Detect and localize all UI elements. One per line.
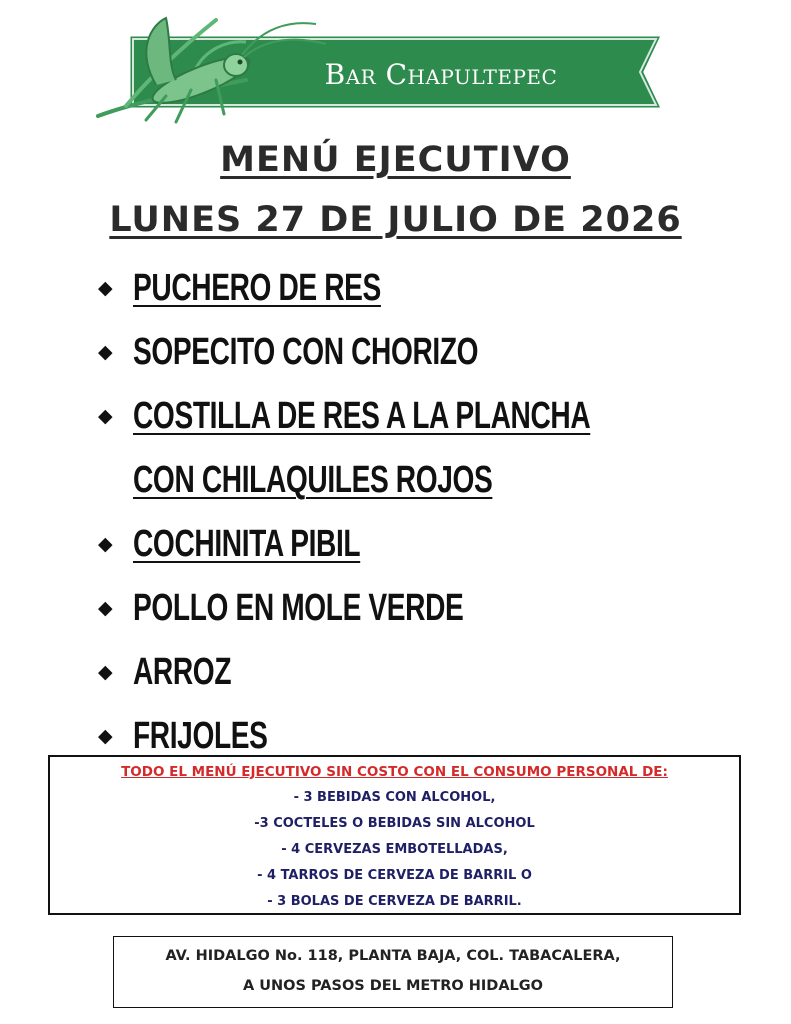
- promo-lines: [50, 785, 739, 915]
- dish-item: [96, 640, 751, 704]
- promo-line: -3 COCTELES O BEBIDAS SIN ALCOHOL: [254, 816, 535, 831]
- dish-name: CON CHILAQUILES ROJOS: [133, 459, 493, 501]
- menu-title: MENÚ EJECUTIVO: [220, 140, 571, 180]
- address-line-2: A UNOS PASOS DEL METRO HIDALGO: [242, 978, 544, 994]
- promo-line: - 4 TARROS DE CERVEZA DE BARRIL O: [257, 868, 532, 883]
- dish-item: [96, 448, 751, 512]
- dish-name: FRIJOLES: [133, 715, 268, 757]
- dish-item: [96, 512, 751, 576]
- diamond-bullet-icon: ◆: [98, 277, 113, 299]
- dish-list: [96, 256, 751, 768]
- address-line-1: AV. HIDALGO No. 118, PLANTA BAJA, COL. TABACALERA,: [165, 948, 621, 964]
- promo-line: - 3 BEBIDAS CON ALCOHOL,: [293, 790, 496, 805]
- dish-name: POLLO EN MOLE VERDE: [133, 587, 464, 629]
- diamond-bullet-icon: ◆: [98, 405, 113, 427]
- diamond-bullet-icon: ◆: [98, 341, 113, 363]
- promo-line: - 3 BOLAS DE CERVEZA DE BARRIL.: [267, 894, 522, 909]
- dish-name: PUCHERO DE RES: [133, 267, 381, 309]
- promo-box: [48, 755, 741, 915]
- bar-chapultepec-logo-banner: [96, 10, 666, 130]
- diamond-bullet-icon: ◆: [98, 661, 113, 683]
- dish-item: [96, 256, 751, 320]
- dish-name: SOPECITO CON CHORIZO: [133, 331, 479, 373]
- dish-name: COSTILLA DE RES A LA PLANCHA: [133, 395, 591, 437]
- dish-item: [96, 576, 751, 640]
- dish-name: COCHINITA PIBIL: [133, 523, 361, 565]
- diamond-bullet-icon: ◆: [98, 725, 113, 747]
- diamond-bullet-icon: ◆: [98, 597, 113, 619]
- address-box: [113, 936, 673, 1008]
- brand-name: Bar Chapultepec: [324, 58, 558, 91]
- dish-item: [96, 384, 751, 448]
- diamond-bullet-icon: ◆: [98, 533, 113, 555]
- promo-heading: TODO EL MENÚ EJECUTIVO SIN COSTO CON EL CONSUMO PERSONAL DE:: [121, 764, 668, 780]
- dish-name: ARROZ: [133, 651, 232, 693]
- menu-date: LUNES 27 DE JULIO DE 2026: [109, 200, 682, 240]
- promo-line: - 4 CERVEZAS EMBOTELLADAS,: [281, 842, 508, 857]
- dish-item: [96, 320, 751, 384]
